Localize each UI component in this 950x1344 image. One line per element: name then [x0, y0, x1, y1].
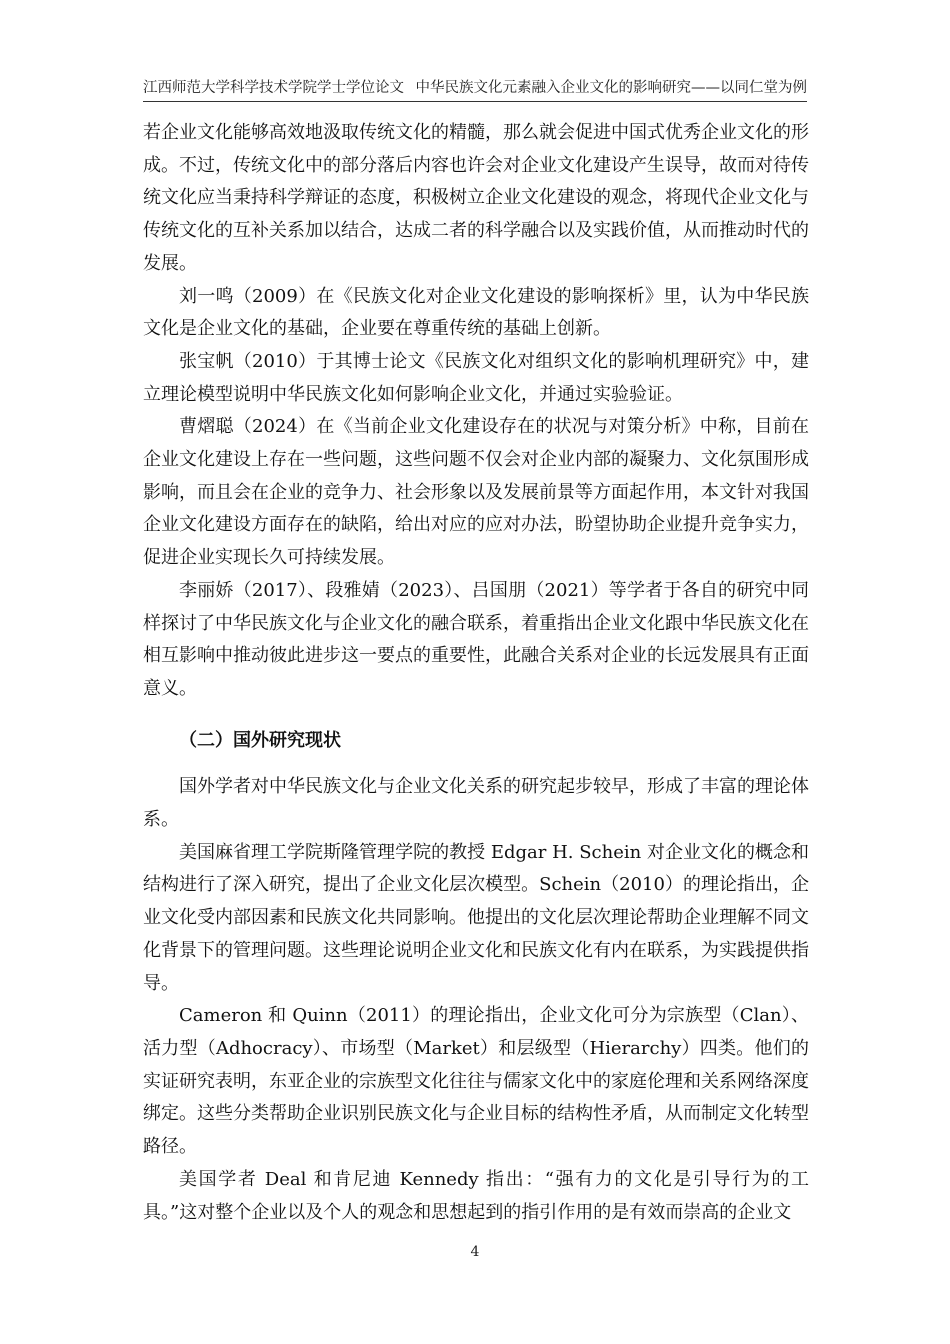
running-header: [143, 78, 807, 100]
paragraph-cameron-quinn: Cameron 和 Quinn（2011）的理论指出，企业文化可分为宗族型（Clan）、活力型（Adhocracy）、市场型（Market）和层级型（Hierarchy）四类。他们的实证研究表明，东亚企业的宗族型文化往往与儒家文化中的家庭伦理和关系网络深度绑定。这些分类帮助企业识别民族文化与企业目标的结构性矛盾，从而制定文化转型路径。: [143, 1005, 809, 1158]
paragraph-zhang: 张宝帆（2010）于其博士论文《民族文化对组织文化的影响机理研究》中，建立理论模型说明中华民族文化如何影响企业文化，并通过实验验证。: [143, 350, 809, 405]
page-body: [143, 117, 809, 1229]
page-number: 4: [470, 1244, 480, 1260]
header-university: 江西师范大学科学技术学院学士学位论文: [143, 80, 404, 96]
paragraph-continuation: 若企业文化能够高效地汲取传统文化的精髓，那么就会促进中国式优秀企业文化的形成。不过，传统文化中的部分落后内容也许会对企业文化建设产生误导，故而对待传统文化应当秉持科学辩证的态度，积极树立企业文化建设的观念，将现代企业文化与传统文化的互补关系加以结合，达成二者的科学融合以及实践价值，从而推动时代的发展。: [143, 122, 809, 274]
paragraph-cao: 曹熠聪（2024）在《当前企业文化建设存在的状况与对策分析》中称，目前在企业文化建设上存在一些问题，这些问题不仅会对企业内部的凝聚力、文化氛围形成影响，而且会在企业的竞争力、社会形象以及发展前景等方面起作用，本文针对我国企业文化建设方面存在的缺陷，给出对应的应对办法，盼望协助企业提升竞争实力，促进企业实现长久可持续发展。: [143, 416, 809, 569]
paragraph-foreign-intro: 国外学者对中华民族文化与企业文化关系的研究起步较早，形成了丰富的理论体系。: [143, 776, 809, 831]
paragraph-schein: 美国麻省理工学院斯隆管理学院的教授 Edgar H. Schein 对企业文化的概念和结构进行了深入研究，提出了企业文化层次模型。Schein（2010）的理论指出，企业文化受内部因素和民族文化共同影响。他提出的文化层次理论帮助企业理解不同文化背景下的管理问题。这些理论说明企业文化和民族文化有内在联系，为实践提供指导。: [143, 841, 809, 994]
header-thesis-title: 中华民族文化元素融入企业文化的影响研究——以同仁堂为例: [415, 80, 807, 96]
section-heading: （二）国外研究现状: [179, 729, 341, 751]
paragraph-liu: 刘一鸣（2009）在《民族文化对企业文化建设的影响探析》里，认为中华民族文化是企业文化的基础，企业要在尊重传统的基础上创新。: [143, 285, 809, 340]
paragraph-li: 李丽娇（2017）、段雅婧（2023）、吕国朋（2021）等学者于各自的研究中同样探讨了中华民族文化与企业文化的融合联系，着重指出企业文化跟中华民族文化在相互影响中推动彼此进步这一要点的重要性，此融合关系对企业的长远发展具有正面意义。: [143, 579, 809, 699]
paragraph-deal-kennedy: 美国学者 Deal 和肯尼迪 Kennedy 指出：“强有力的文化是引导行为的工具。”这对整个企业以及个人的观念和思想起到的指引作用的是有效而崇高的企业文: [143, 1168, 809, 1223]
header-rule: [143, 101, 807, 102]
